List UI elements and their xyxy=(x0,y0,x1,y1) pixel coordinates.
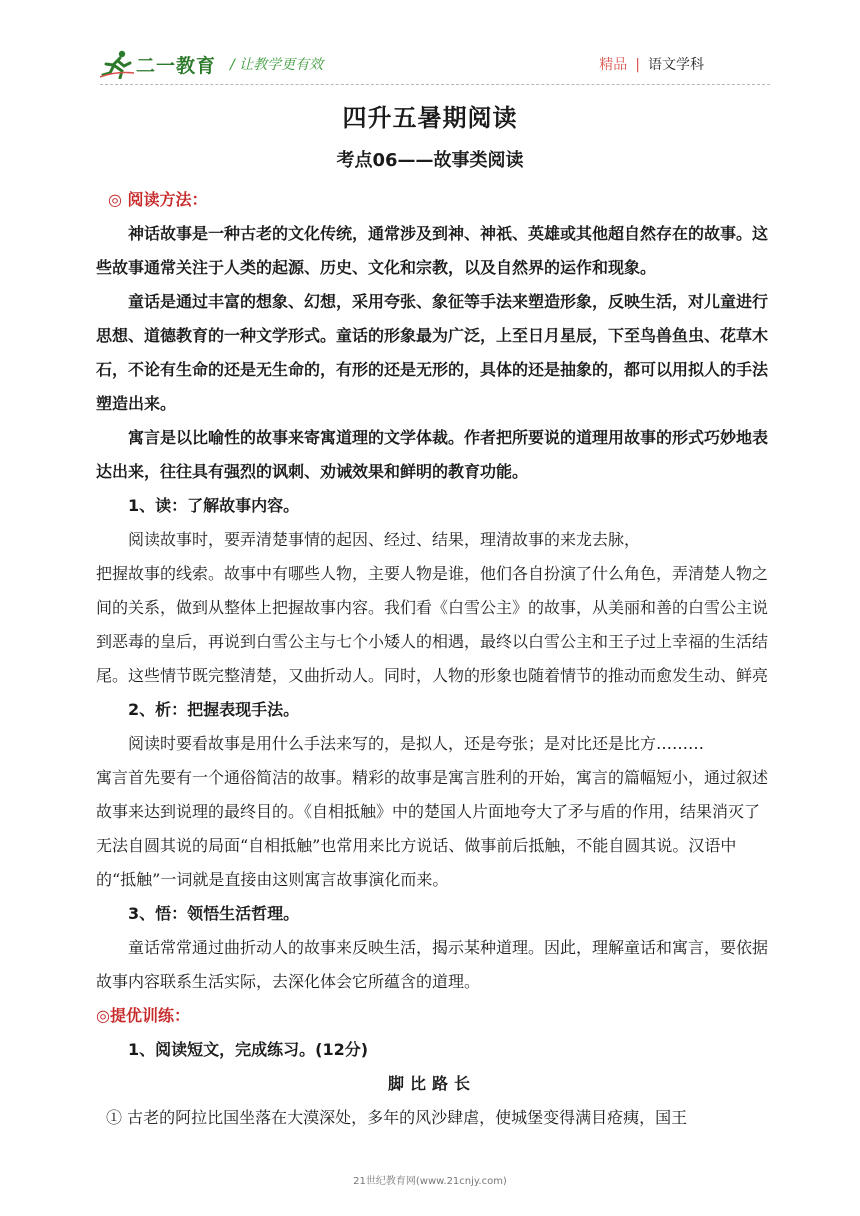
story-title: 脚比路长 xyxy=(387,1074,476,1093)
header-divider xyxy=(100,84,770,86)
slogan: / 让教学更有效 xyxy=(230,57,324,73)
page-subtitle: 考点06——故事类阅读 xyxy=(336,150,524,171)
method-heading: ◎ 阅读方法： xyxy=(108,190,208,209)
document-body xyxy=(96,183,768,1135)
step2-body: 寓言首先要有一个通俗简洁的故事。精彩的故事是寓言胜利的开始，寓言的篇幅短小，通过叙述故事来达到说理的最终目的。《自相抵触》中的楚国人片面地夸大了矛与盾的作用，结果消灭了无法自圆其说的局面“自相抵触”也常用来比方说话、做事前后抵触，不能自圆其说。汉语中的“抵触”一词就是直接由这则寓言故事演化而来。 xyxy=(96,768,769,889)
logo-text: 二一教育 xyxy=(136,54,217,77)
story-paragraph-1: ① 古老的阿拉比国坐落在大漠深处，多年的风沙肆虐，使城堡变得满目疮痍，国王 xyxy=(106,1108,688,1127)
step2-intro: 阅读时要看故事是用什么手法来写的，是拟人，还是夸张；是对比还是比方……… xyxy=(128,734,705,753)
quality-tag: 精品 xyxy=(599,57,628,73)
fairy-tale-paragraph: 童话是通过丰富的想象、幻想，采用夸张、象征等手法来塑造形象，反映生活，对儿童进行思想、道德教育的一种文学形式。童话的形象最为广泛，上至日月星辰，下至鸟兽鱼虫、花草木石，不论有生命的还是无生命的，有形的还是无形的，具体的还是抽象的，都可以用拟人的手法塑造出来。 xyxy=(96,292,769,413)
myth-paragraph: 神话故事是一种古老的文化传统，通常涉及到神、神祇、英雄或其他超自然存在的故事。这些故事通常关注于人类的起源、历史、文化和宗教，以及自然界的运作和现象。 xyxy=(96,224,769,277)
step2-heading: 2、析：把握表现手法。 xyxy=(128,700,300,719)
step1-body: 把握故事的线索。故事中有哪些人物，主要人物是谁，他们各自扮演了什么角色，弄清楚人物之间的关系，做到从整体上把握故事内容。我们看《白雪公主》的故事，从美丽和善的白雪公主说到恶毒的皇后，再说到白雪公主与七个小矮人的相遇，最终以白雪公主和王子过上幸福的生活结尾。这些情节既完整清楚，又曲折动人。同时，人物的形象也随着情节的推动而愈发生动、鲜亮 xyxy=(96,564,769,685)
step1-intro: 阅读故事时，要弄清楚事情的起因、经过、结果，理清故事的来龙去脉， xyxy=(128,530,641,549)
logo xyxy=(100,48,216,80)
subject-label: 语文学科 xyxy=(648,57,704,73)
fable-paragraph: 寓言是以比喻性的故事来寄寓道理的文学体裁。作者把所要说的道理用故事的形式巧妙地表达出来，往往具有强烈的讽刺、劝诫效果和鲜明的教育功能。 xyxy=(96,428,769,481)
runner-logo-icon xyxy=(100,49,134,79)
header-right xyxy=(599,54,704,74)
page-header xyxy=(100,44,770,84)
header-separator: | xyxy=(635,57,640,73)
question-1: 1、阅读短文，完成练习。(12分) xyxy=(128,1040,369,1059)
training-heading: ◎提优训练： xyxy=(96,1006,190,1025)
page-title: 四升五暑期阅读 xyxy=(342,104,518,132)
step3-body: 童话常常通过曲折动人的故事来反映生活，揭示某种道理。因此，理解童话和寓言，要依据故事内容联系生活实际，去深化体会它所蕴含的道理。 xyxy=(96,938,769,991)
step1-heading: 1、读：了解故事内容。 xyxy=(128,496,300,515)
step3-heading: 3、悟：领悟生活哲理。 xyxy=(128,904,300,923)
page-footer: 21世纪教育网(www.21cnjy.com) xyxy=(353,1176,507,1187)
